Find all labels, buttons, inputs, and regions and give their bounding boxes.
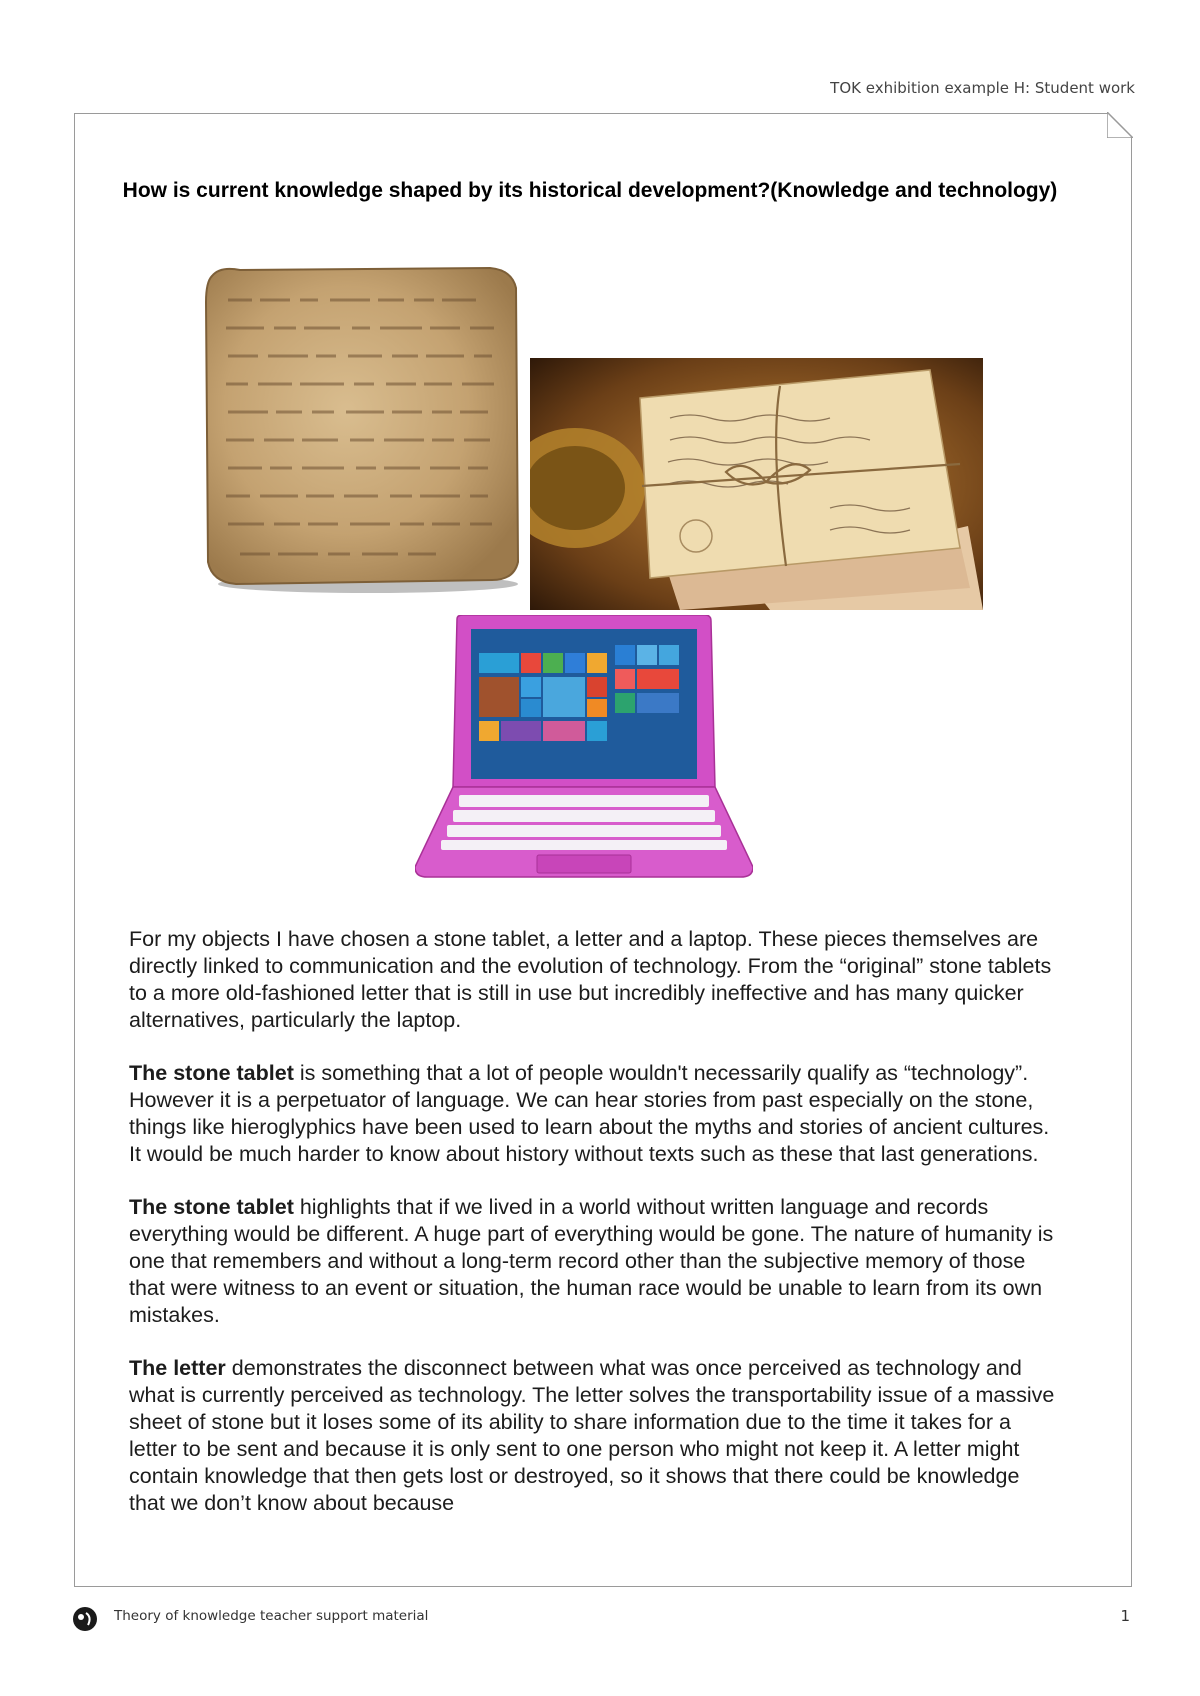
paragraph-letter: The letter demonstrates the disconnect between what was once perceived as technology and what is currently perceived as technology. The letter solves the transportability issue of a massive sheet of stone but it loses some of its ability to share information due to the time it takes for a letter to be sent and because it is only sent to one person who might not keep it. A letter might contain knowledge that then gets lost or destroyed, so it shows that there could be knowledge that we don’t know about because [129, 1356, 1055, 1515]
footer-title: Theory of knowledge teacher support material [114, 1608, 429, 1624]
letter-image [530, 358, 983, 610]
running-header: TOK exhibition example H: Student work [830, 79, 1135, 97]
page-number: 1 [1120, 1607, 1130, 1625]
ib-logo-icon [72, 1606, 98, 1632]
exhibition-commentary [129, 926, 1059, 1543]
paragraph-intro: For my objects I have chosen a stone tablet, a letter and a laptop. These pieces themselves are directly linked to communication and the evolution of technology. From the “original” stone tablets to a more old-fashioned letter that is still in use but incredibly ineffective and has many quicker alternatives, particularly the laptop. [129, 927, 1052, 1032]
paragraph-stone-tablet-2: The stone tablet highlights that if we lived in a world without written language and records everything would be different. A huge part of everything would be gone. The nature of humanity is one that remembers and without a long-term record other than the subjective memory of those that were witness to an event or situation, the human race would be unable to learn from its own mistakes. [129, 1195, 1054, 1327]
paragraph-stone-tablet-1: The stone tablet is something that a lot of people wouldn't necessarily qualify as “technology”. However it is a perpetuator of language. We can hear stories from past especially on the stone, things like hieroglyphics have been used to learn about the myths and stories of ancient cultures. It would be much harder to know about history without texts such as these that last generations. [129, 1061, 1050, 1166]
paragraph-lead: The stone tablet [129, 1195, 294, 1219]
prompt-title: How is current knowledge shaped by its historical development?(Knowledge and technology) [122, 179, 1058, 202]
paragraph-lead: The stone tablet [129, 1061, 294, 1085]
laptop-image [415, 615, 753, 885]
stone-tablet-image [200, 262, 525, 597]
dog-ear-corner [1107, 112, 1133, 138]
paragraph-lead: The letter [129, 1356, 226, 1380]
